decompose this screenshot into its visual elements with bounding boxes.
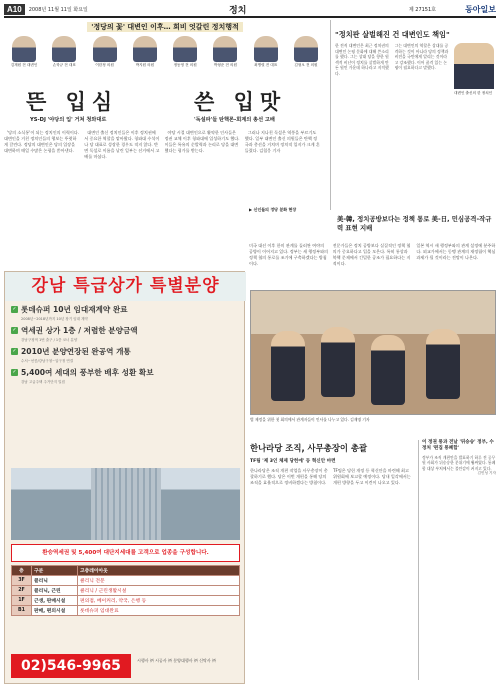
text-column: 그러나 지나친 독설은 역풍을 부르기도 했다. 일부 대변인 출신 의원들은 탄핵 정국과 총선을 거치며 정치적 입지가 크게 흔들렸다. 김철웅 기자	[244, 130, 320, 153]
ad-feature: ✓ 롯데슈퍼 10년 임대재계약 완료	[12, 305, 128, 314]
diplomacy-headline: 美-韓, 정치공방보다는 정책 통로 美-日, 민심공격-작규력 표현 지배	[337, 215, 492, 232]
interview-article	[330, 20, 496, 210]
table-header-cell: 구분	[32, 566, 78, 576]
real-estate-ad	[4, 271, 245, 684]
tower-illustration	[91, 468, 161, 540]
portrait-photo	[294, 36, 318, 62]
text-column: 전문가들은 정치 공방보다 실질적인 정책 협의가 중요하다고 입을 모은다. 특히 통상과 북핵 문제에서 긴밀한 공조가 필요하다는 지적이다.	[332, 243, 411, 266]
ad-feature-note: 2008년~2018년까지 10년 장기 임대 계약	[21, 317, 88, 321]
edition-number: 제 27151호	[408, 6, 436, 13]
check-icon: ✓	[12, 327, 17, 333]
table-row: 1F 근생, 판매시설 편의점, 베이커리, 약국, 은행 등	[12, 596, 240, 606]
face-photo	[171, 36, 199, 68]
portrait-photo	[52, 36, 76, 62]
page-number: A10	[4, 4, 25, 15]
issue-date: 2008년 11월 11일 화요일	[28, 6, 88, 13]
face-photo	[211, 36, 239, 68]
meeting-photo	[250, 290, 496, 415]
text-column: 정부가 조직 개편안을 발표하기 하루 전 공무원 사회가 뒤숭숭한 분위기에 휩싸였다. 통폐합 대상 부처에서는 불안감이 커지고 있다.	[422, 455, 496, 471]
ad-feature: ✓ 5,400여 세대의 풍부한 배후 성환 확보	[12, 368, 154, 377]
feature-caption: '정당의 꽃' 대변인 이후… 희비 엇갈린 정치행적	[4, 22, 326, 32]
face-name: 김재원 전 대변인	[10, 63, 38, 67]
right-headline: 쓴 입맛	[194, 89, 287, 114]
portrait-photo	[254, 36, 278, 62]
interview-headline: "정치판 살벌해진 건 대변인도 책임"	[335, 30, 450, 39]
person-figure	[426, 329, 460, 399]
photo-caption: 법 제정을 위한 첫 회의에서 관계자들이 인사를 나누고 있다. 김재명 기자	[250, 417, 370, 422]
ad-feature-note: 수서~선릉/강남구청~압구정 연결	[21, 359, 74, 363]
face-name: 박지원 의원	[135, 63, 155, 67]
portrait-block	[454, 43, 496, 96]
ad-feature-note: 강남구청역 1번 출구 / 1층 코너 분양	[21, 338, 78, 342]
left-headline: 뜬 입심	[26, 89, 119, 114]
check-icon: ✓	[12, 369, 17, 375]
face-photo	[131, 36, 159, 68]
face-name: 정동영 전 의원	[173, 63, 197, 67]
table-row: B1 판매, 편의시설 롯데슈퍼 임대완료	[12, 606, 240, 616]
person-figure	[271, 331, 305, 401]
portrait-photo	[454, 43, 494, 89]
face-name: 이한정 의원	[95, 63, 114, 67]
diplomacy-body	[249, 243, 496, 271]
portrait-photo	[133, 36, 157, 62]
ad-title: 강남 특급상가 특별분양	[5, 272, 246, 301]
face-name: 김형오 전 의원	[294, 63, 318, 67]
text-column: 그는 대변인의 역할은 상대를 공격하는 것이 아니라 당의 정책과 비전을 국민에게 알리는 것이라고 강조했다. 이어 품격 있는 논평이 필요하다고 말했다.	[394, 43, 449, 71]
table-row: 2F 클리닉, 근린 클리닉 / 근린생활시설	[12, 586, 240, 596]
face-name: 손학규 전 대표	[52, 63, 76, 67]
phone-number: 02)546-9965	[11, 654, 131, 678]
face-photo	[50, 36, 78, 68]
page-header	[4, 2, 496, 16]
ad-feature-note: 강남 고급주택 주거단지 밀집	[21, 380, 65, 384]
face-strip	[4, 36, 326, 68]
check-icon: ✓	[12, 348, 17, 354]
sidebar-headline: 이 정권 통과 전날 '뒤숭숭' 정부, 수정처 '편집 통폐합'	[422, 440, 494, 451]
ad-feature: ✓ 역세권 상가 1층 / 저렴한 분양금액	[12, 326, 138, 335]
party-subheadline: TF팀 '제 3인 체제 당헌에' 등 혁신안 마련	[250, 459, 336, 464]
party-headline: 한나라당 조직, 사무총장이 총괄	[250, 443, 368, 453]
building-rendering	[11, 468, 240, 540]
party-body	[250, 468, 412, 678]
right-subheadline: '독설파'들 탄핵론-회계의 총선 고배	[194, 117, 275, 123]
table-row: 3F 클리닉 클리닉 전문	[12, 576, 240, 586]
header-rule	[4, 16, 496, 18]
text-column: '당의 소식통'이 되는 정치인의 이력이다. 대변인을 거친 정치인들의 행보는 뚜렷하게 갈린다. 정당의 대변인은 당의 입장을 대변하며 매일 수많은 논평을 쏟아낸다.	[4, 130, 80, 153]
table-header-cell: 고층레이아웃	[78, 566, 240, 576]
person-figure	[371, 335, 405, 405]
portrait-photo	[173, 36, 197, 62]
interview-body	[335, 43, 496, 96]
ad-feature-list	[11, 304, 240, 388]
text-column: 일본 역시 새 행정부와의 관계 설정에 분주하다. 외교가에서는 동맹 관계의 재정립이 핵심 과제가 될 것이라는 전망이 나온다.	[416, 243, 496, 260]
sidebar-article	[418, 440, 496, 680]
portrait-caption: 대변인 출신의 한 정치인	[454, 91, 493, 95]
text-column: 대변인 출신 정치인들은 이후 정치권에서 중요한 역할을 맡아왔다. 청와대 수석이나 당 대표로 성장한 경우도 적지 않다. 반면 독설로 이름을 날린 일부는 선거에서 고배를 마셨다.	[84, 130, 160, 159]
text-column: TF팀은 당헌 개정 등 혁신안을 마련해 최고위원회에 보고할 예정이다. 당내 일각에서는 개편 방향을 두고 이견이 나오고 있다.	[333, 468, 411, 485]
face-photo	[292, 36, 320, 68]
face-photo	[10, 36, 38, 68]
text-column: 한 전직 대변인은 최근 정치권의 대변인 논평 문화에 대해 쓴소리를 했다. 그는 상대 당을 향한 원색적 비난이 정치를 살벌하게 만든 원인 가운데 하나라고 지적했다.	[335, 43, 389, 76]
section-kicker: ▶ 신인들의 정당 분화 현장	[249, 207, 297, 212]
newspaper-logo: 동아일보	[465, 3, 496, 14]
face-photo	[91, 36, 119, 68]
section-title: 정치	[229, 5, 247, 16]
portrait-photo	[12, 36, 36, 62]
table-header-row	[12, 566, 240, 576]
portrait-photo	[213, 36, 237, 62]
check-icon: ✓	[12, 306, 17, 312]
text-column: 야당 시절 대변인으로 활약한 인사들은 정권 교체 이후 청와대에 입성하기도 했다. 이들은 특유의 순발력과 논리로 당을 대변했다는 평가를 받는다.	[164, 130, 240, 153]
ad-banner: 환승역세권 및 5,400여 대단지세대를 고객으로 업종을 구성합니다.	[11, 544, 240, 562]
text-column: 한나라당은 조직 개편 작업을 사무총장이 총괄하기로 했다. 당은 이번 개편을 통해 당의 조직을 효율적으로 정비하겠다는 방침이다.	[250, 468, 328, 485]
face-photo	[252, 36, 280, 68]
text-column: 미국 대선 이후 한미 관계를 둘러싼 여야의 공방이 이어지고 있다. 정부는 새 행정부와의 정책 협의 통로를 조기에 구축하겠다는 방침이다.	[249, 243, 328, 266]
left-subheadline: YS-DJ '야당의 입' 거쳐 청와대로	[30, 117, 107, 123]
person-figure	[321, 327, 355, 397]
floor-plan-table	[11, 565, 240, 616]
face-name: 최병렬 전 대표	[254, 63, 278, 67]
portrait-photo	[93, 36, 117, 62]
face-name: 박형준 전 의원	[213, 63, 237, 67]
ad-feature: ✓ 2010년 분양연장된 완공역 개통	[12, 347, 131, 356]
table-header-cell: 층	[12, 566, 32, 576]
byline: 김민성 기자	[477, 471, 496, 476]
ad-partners: 시행사 ㈜ 시공사 ㈜ 분양대행사 ㈜ 신탁사 ㈜	[137, 658, 216, 663]
